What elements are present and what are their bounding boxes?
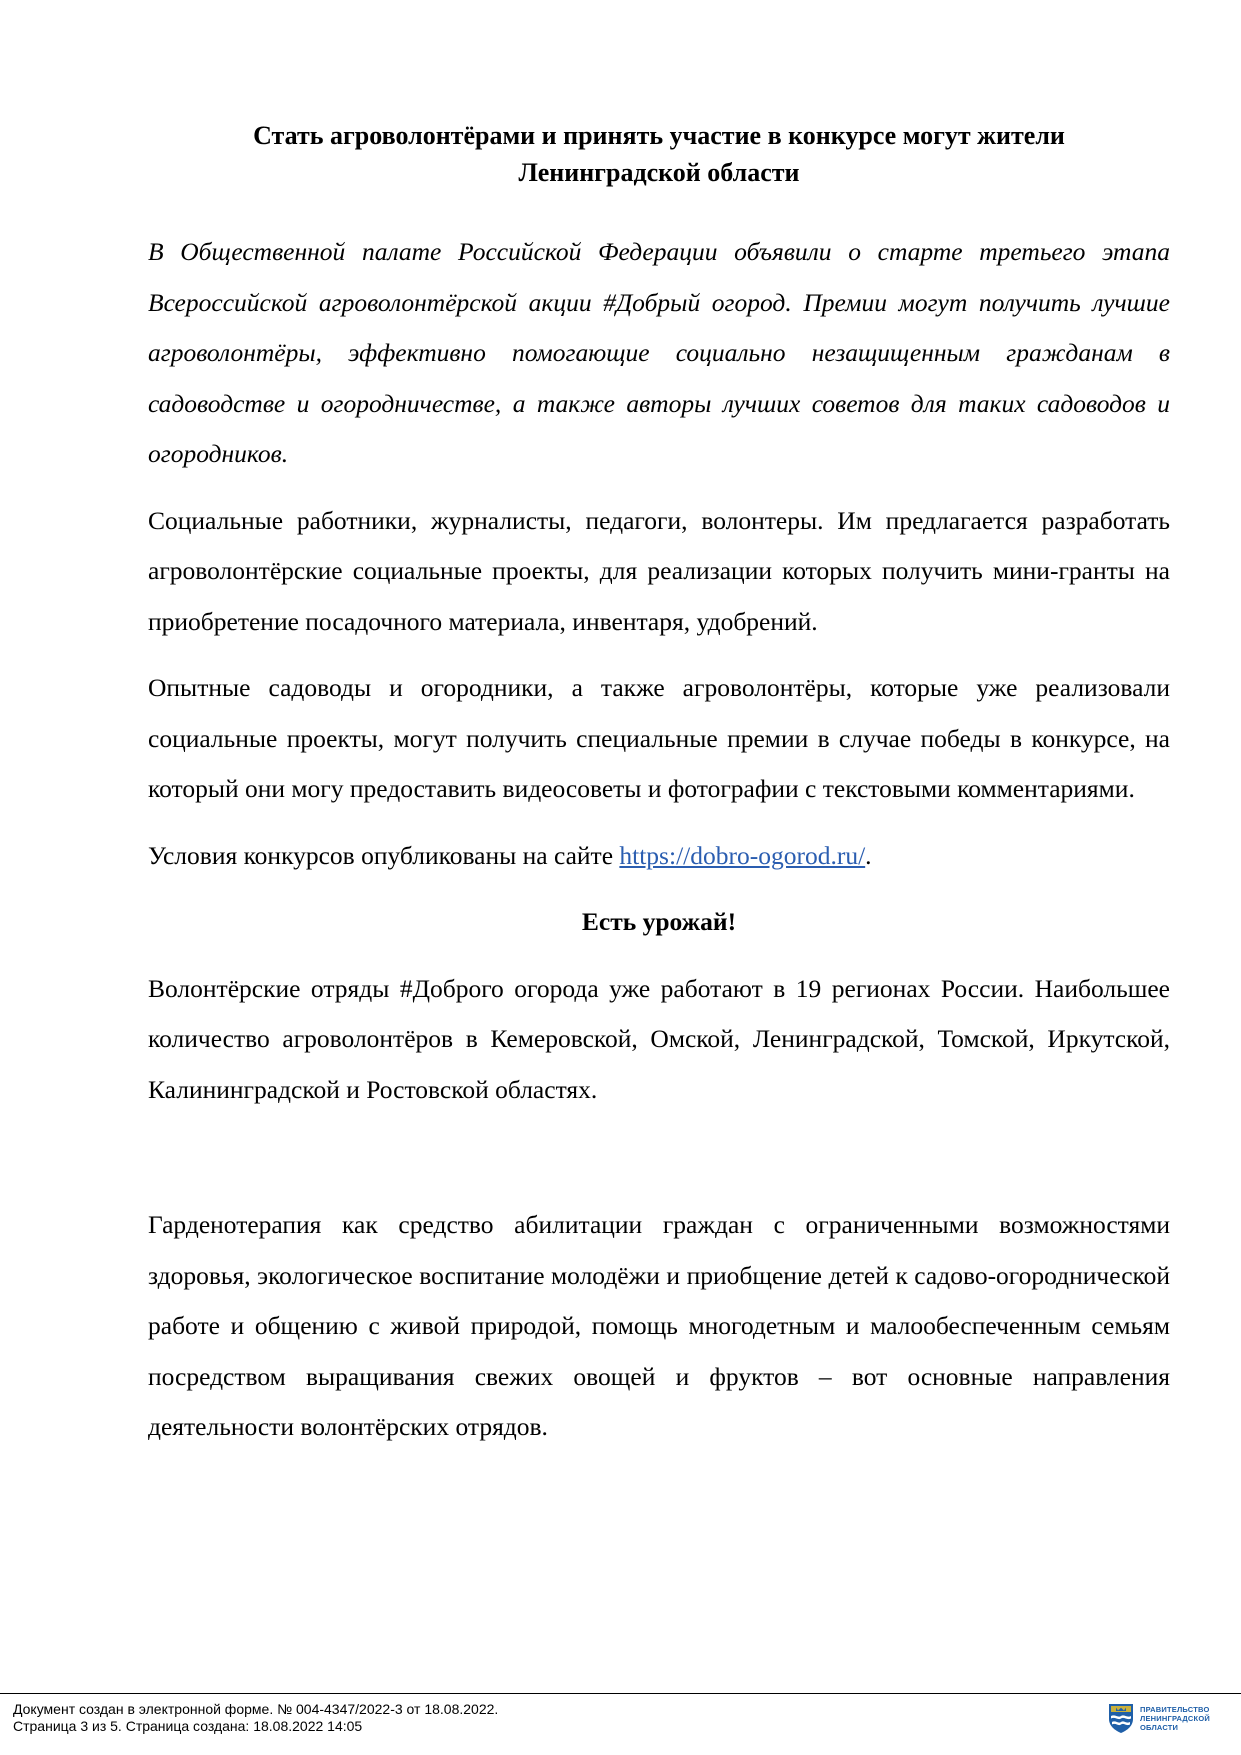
intro-paragraph: В Общественной палате Российской Федерации объявили о старте третьего этапа Всероссийской агроволонтёрской акции #Добрый огород. Премии могут получить лучшие агроволонтёры, эффективно помогающие социально незащищенным гражданам в садоводстве и огородничестве, а также авторы лучших советов для таких садоводов и огородников.: [148, 237, 1170, 468]
footer-line-1: Документ создан в электронной форме. № 004-4347/2022-3 от 18.08.2022.: [13, 1701, 499, 1717]
paragraph-gardenotherapy: Гарденотерапия как средство абилитации граждан с ограниченными возможностями здоровья, экологическое воспитание молодёжи и приобщение детей к садово-огороднической работе и общению с живой природой, помощь многодетным и малообеспеченным семьям посредством выращивания свежих овощей и фруктов – вот основные направления деятельности волонтёрских отрядов.: [148, 1210, 1170, 1441]
footer-line-2: Страница 3 из 5. Страница создана: 18.08.2022 14:05: [13, 1718, 363, 1734]
title-line-2: Ленинградской области: [518, 158, 800, 187]
logo-wordmark: ПРАВИТЕЛЬСТВО ЛЕНИНГРАДСКОЙ ОБЛАСТИ: [1140, 1704, 1210, 1732]
paragraph-conditions: [148, 831, 1170, 882]
coat-of-arms-icon: [1107, 1702, 1135, 1734]
document-title: [148, 117, 1170, 191]
section-heading-harvest: Есть урожай!: [581, 907, 737, 936]
document-body: [148, 117, 1170, 1453]
conditions-text: Условия конкурсов опубликованы на сайте: [148, 840, 620, 870]
paragraph-social-workers: Социальные работники, журналисты, педагоги, волонтеры. Им предлагается разработать агроволонтёрские социальные проекты, для реализации которых получить мини-гранты на приобретение посадочного материала, инвентаря, удобрений.: [148, 505, 1170, 636]
footer-divider: [0, 1693, 1241, 1694]
paragraph-gardeners: Опытные садоводы и огородники, а также агроволонтёры, которые уже реализовали социальные проекты, могут получить специальные премии в случае победы в конкурсе, на который они могу предоставить видеосоветы и фотографии с текстовыми комментариями.: [148, 673, 1170, 803]
title-line-1: Стать агроволонтёрами и принять участие в конкурсе могут жители: [253, 121, 1065, 150]
footer-document-info: [13, 1701, 498, 1735]
dobro-ogorod-link[interactable]: https://dobro-ogorod.ru/: [619, 840, 866, 870]
paragraph-regions: Волонтёрские отряды #Доброго огорода уже работают в 19 регионах России. Наибольшее количество агроволонтёров в Кемеровской, Омской, Ленинградской, Томской, Иркутской, Калининградской и Ростовской областях.: [148, 973, 1170, 1104]
government-logo: [1107, 1700, 1232, 1736]
conditions-end: .: [865, 840, 872, 870]
